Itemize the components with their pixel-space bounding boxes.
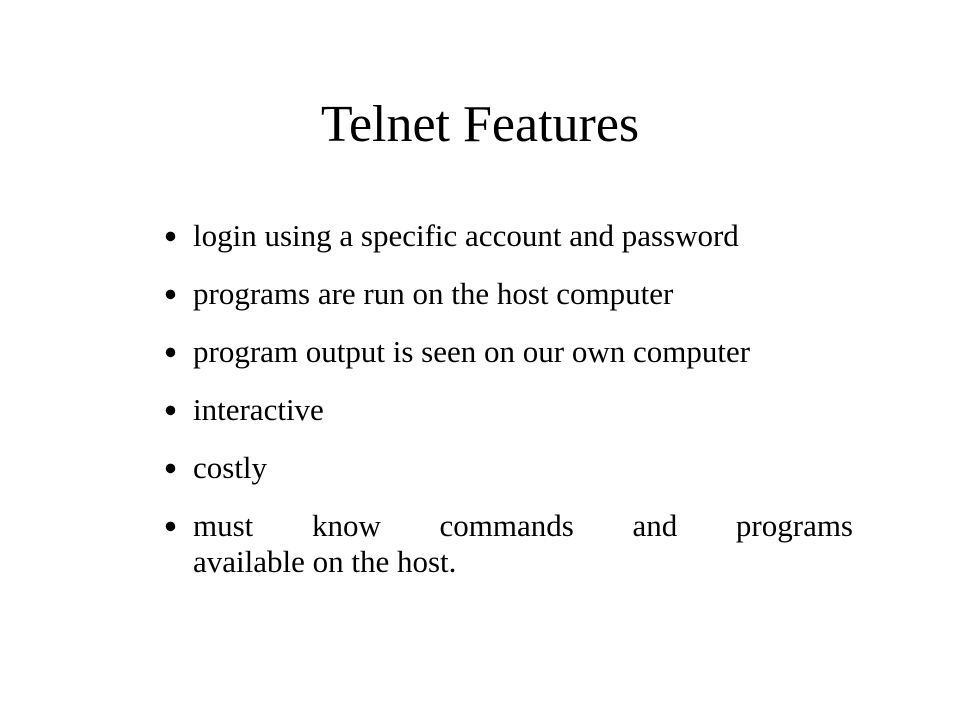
bullet-icon: ⦁: [165, 513, 177, 538]
bullet-icon: ⦁: [165, 455, 177, 480]
bullet-item-login: [165, 218, 853, 254]
bullet-text: interactive: [193, 392, 324, 427]
bullet-text: login using a specific account and password: [193, 218, 739, 253]
bullet-item-programs-run: [165, 276, 853, 312]
bullet-text: program output is seen on our own computer: [193, 334, 751, 369]
bullet-item-costly: [165, 450, 853, 486]
bullet-item-interactive: [165, 392, 853, 428]
bullet-text: [193, 508, 853, 580]
bullet-icon: ⦁: [165, 397, 177, 422]
bullet-text-line-1: must know commands and programs: [193, 508, 853, 543]
bullet-item-must-know: [165, 508, 853, 580]
bullet-text-line-2: available on the host.: [193, 544, 457, 579]
bullet-icon: ⦁: [165, 339, 177, 364]
bullet-list: [165, 218, 853, 602]
slide-title: Telnet Features: [320, 96, 640, 153]
bullet-text: costly: [193, 450, 268, 485]
bullet-item-program-output: [165, 334, 853, 370]
bullet-text: programs are run on the host computer: [193, 276, 674, 311]
bullet-icon: ⦁: [165, 223, 177, 248]
bullet-icon: ⦁: [165, 281, 177, 306]
